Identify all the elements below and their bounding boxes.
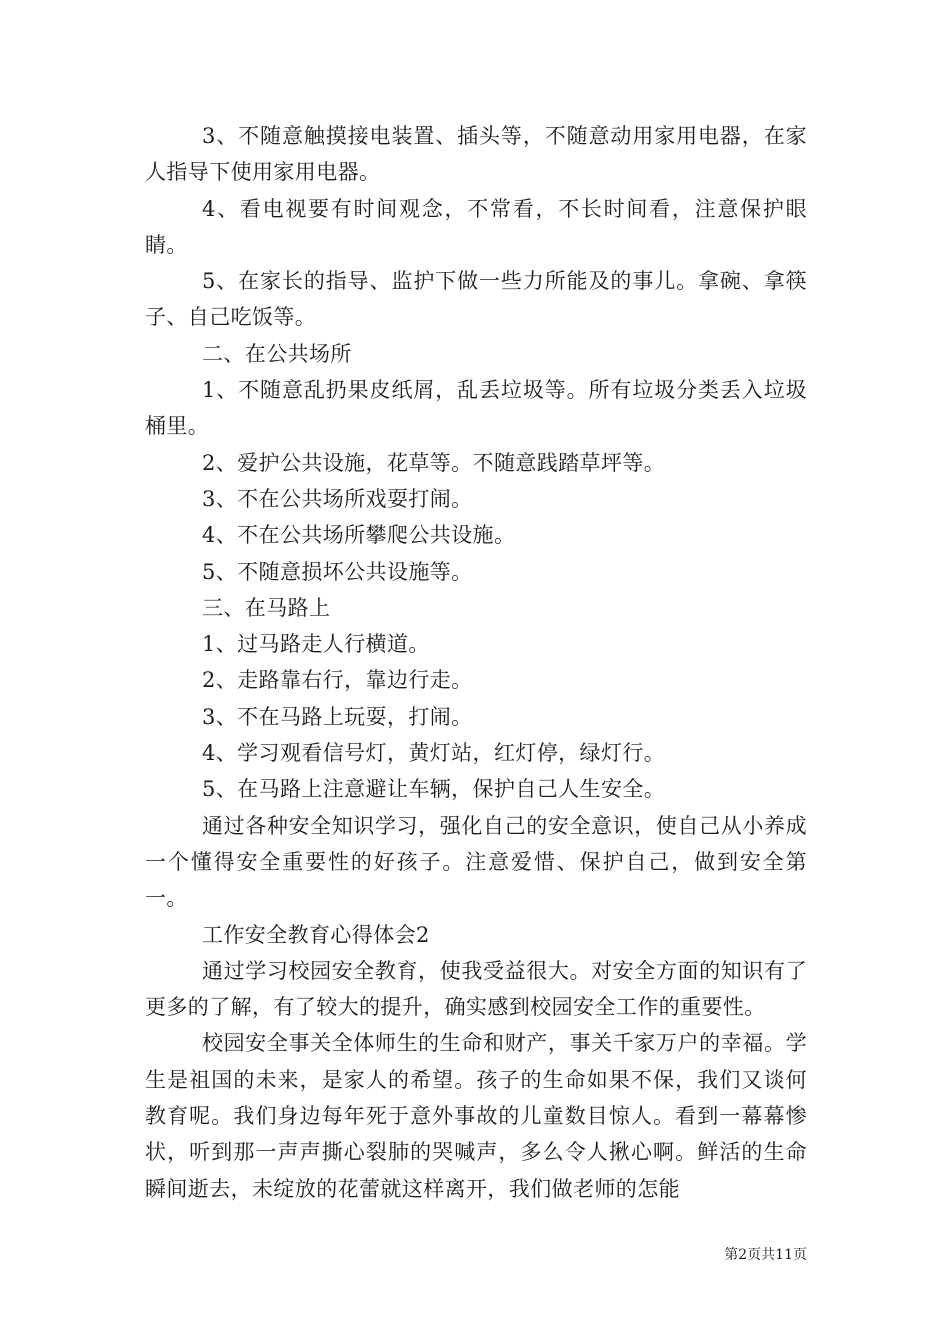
section-heading: 二、在公共场所	[202, 341, 352, 366]
paragraph: 3、不随意触摸接电装置、插头等，不随意动用家用电器，在家人指导下使用家用电器。	[145, 124, 807, 185]
page-number-label: 第2页共11页	[724, 1247, 807, 1263]
paragraph: 3、不在公共场所戏耍打闹。	[202, 486, 473, 511]
paragraph: 校园安全事关全体师生的生命和财产，事关千家万户的幸福。学生是祖国的未来，是家人的希望。孩子的生命如果不保，我们又谈何教育呢。我们身边每年死于意外事故的儿童数目惊人。看到一幕幕惨状，听到那一声声撕心裂肺的哭喊声，多么令人揪心啊。鲜活的生命瞬间逝去，未绽放的花蕾就这样离开，我们做老师的怎能	[145, 1031, 807, 1201]
paragraph: 4、不在公共场所攀爬公共设施。	[202, 523, 516, 548]
paragraph: 2、爱护公共设施，花草等。不随意践踏草坪等。	[202, 450, 666, 475]
page-footer	[724, 1246, 807, 1264]
paragraph: 5、在家长的指导、监护下做一些力所能及的事儿。拿碗、拿筷子、自己吃饭等。	[145, 269, 807, 330]
paragraph: 通过学习校园安全教育，使我受益很大。对安全方面的知识有了更多的了解，有了较大的提升，确实感到校园安全工作的重要性。	[145, 958, 807, 1020]
paragraph: 5、在马路上注意避让车辆，保护自己人生安全。	[202, 777, 666, 802]
paragraph: 2、走路靠右行，靠边行走。	[202, 668, 473, 693]
article-title: 工作安全教育心得体会2	[202, 922, 430, 947]
paragraph: 5、不随意损坏公共设施等。	[202, 559, 473, 584]
paragraph: 1、过马路走人行横道。	[202, 632, 430, 657]
paragraph: 4、学习观看信号灯，黄灯站，红灯停，绿灯行。	[202, 741, 666, 766]
paragraph: 1、不随意乱扔果皮纸屑，乱丢垃圾等。所有垃圾分类丢入垃圾桶里。	[145, 378, 807, 439]
paragraph: 4、看电视要有时间观念，不常看，不长时间看，注意保护眼睛。	[145, 196, 807, 257]
document-body	[145, 118, 807, 1207]
section-heading: 三、在马路上	[202, 595, 331, 620]
paragraph: 通过各种安全知识学习，强化自己的安全意识，使自己从小养成一个懂得安全重要性的好孩子。注意爱惜、保护自己，做到安全第一。	[145, 813, 807, 911]
paragraph: 3、不在马路上玩耍，打闹。	[202, 704, 473, 729]
